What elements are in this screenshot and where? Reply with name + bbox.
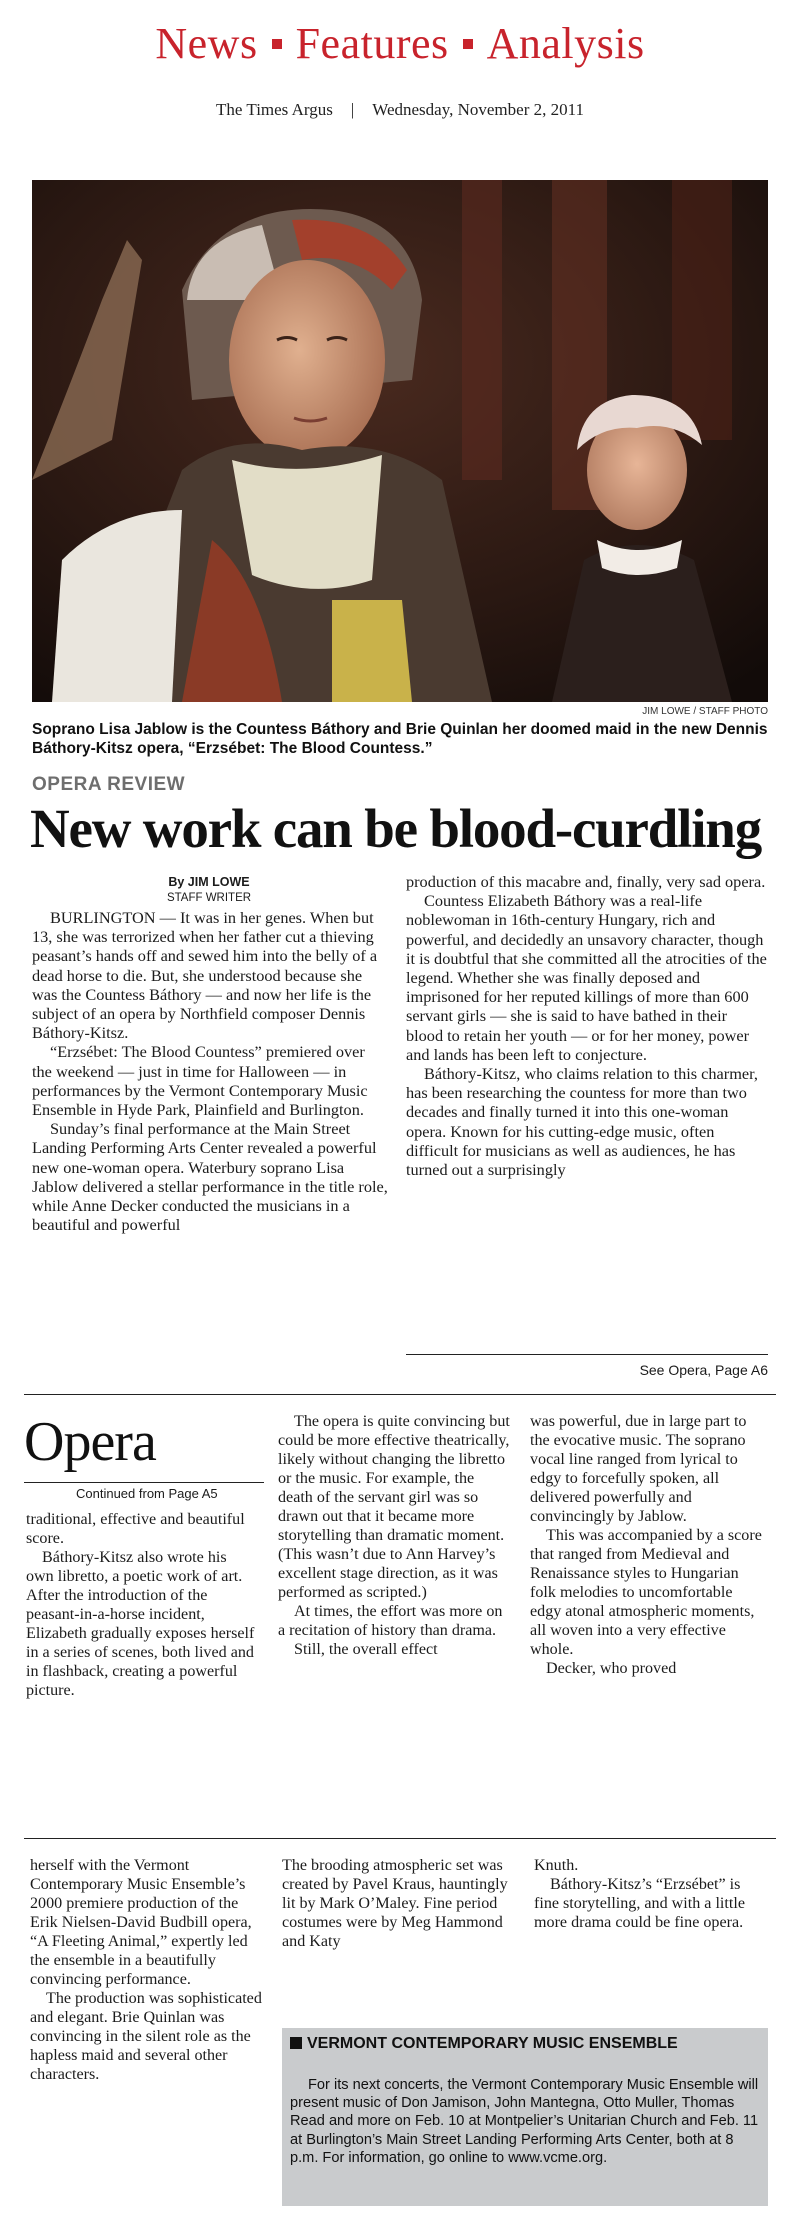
jump-rule	[406, 1354, 768, 1355]
continued-from: Continued from Page A5	[76, 1486, 218, 1501]
section-news: News	[155, 19, 258, 68]
section-features: Features	[295, 19, 449, 68]
byline-title: STAFF WRITER	[166, 892, 252, 904]
info-box-title-text: VERMONT CONTEMPORARY MUSIC ENSEMBLE	[307, 2035, 678, 2052]
jump-column-d	[30, 1856, 262, 2084]
jump-head-rule	[24, 1482, 264, 1483]
paragraph: The production was sophisticated and elegant. Brie Quinlan was convincing in the silent role as the hapless maid and several other characters.	[30, 1990, 262, 2083]
publication-date: Wednesday, November 2, 2011	[372, 100, 584, 119]
article-column-1	[32, 908, 388, 1234]
article-photo	[32, 180, 768, 702]
jump-column-f	[534, 1856, 766, 1932]
article-column-2	[406, 872, 768, 1179]
page-divider	[24, 1394, 776, 1395]
jump-column-c	[530, 1412, 766, 1678]
paragraph: was powerful, due in large part to the evocative music. The soprano vocal line ranged from lyrical to edgy to forcefully spoken, all delivered powerfully and convincingly by Jablow.	[530, 1413, 747, 1525]
paragraph: The brooding atmospheric set was created by Pavel Kraus, hauntingly lit by Mark O’Maley. Fine period costumes were by Meg Hammond and Katy	[282, 1857, 508, 1950]
jump-column-b	[278, 1412, 510, 1659]
square-bullet-icon	[290, 2037, 302, 2049]
section-divider	[24, 1838, 776, 1839]
stage-photo-illustration	[32, 180, 768, 702]
paragraph: “Erzsébet: The Blood Countess” premiered over the weekend — just in time for Halloween — in performances by the Vermont Contemporary Music Ensemble in Hyde Park, Plainfield and Burlington.	[32, 1042, 368, 1120]
paragraph: Knuth.	[534, 1857, 579, 1874]
section-analysis: Analysis	[486, 19, 645, 68]
paragraph: herself with the Vermont Contemporary Music Ensemble’s 2000 premiere production of the Erik Nielsen-David Budbill opera, “A Fleeting Animal,” expertly led the ensemble in a beautifully convincing performance.	[30, 1857, 252, 1988]
square-bullet-icon	[463, 39, 473, 49]
article-headline: New work can be blood-curdling	[30, 798, 761, 859]
article-kicker: OPERA REVIEW	[32, 774, 186, 795]
paragraph: This was accompanied by a score that ranged from Medieval and Renaissance styles to Hungarian folk melodies to uncomfortable edgy atonal atmospheric moments, all woven into a very effective whole.	[530, 1527, 762, 1658]
paragraph: Báthory-Kitsz’s “Erzsébet” is fine storytelling, and with a little more drama could be fine opera.	[534, 1876, 745, 1931]
paragraph: Sunday’s final performance at the Main Street Landing Performing Arts Center revealed a powerful new one-woman opera. Waterbury soprano Lisa Jablow delivered a stellar performance in the title role, while Anne Decker conducted the musicians in a beautiful and powerful	[32, 1119, 388, 1235]
square-bullet-icon	[272, 39, 282, 49]
masthead-sections	[0, 18, 800, 69]
byline: By JIM LOWE	[168, 875, 250, 889]
info-box-body: For its next concerts, the Vermont Contemporary Music Ensemble will present music of Don Jamison, John Mantegna, Otto Muller, Thomas Read and more on Feb. 10 at Montpelier’s Unitarian Church and Feb. 11 at Burlington’s Main Street Landing Performing Arts Center, both at 8 p.m. For information, go online to www.vcme.org.	[290, 2077, 759, 2166]
jump-column-e	[282, 1856, 514, 1951]
photo-caption: Soprano Lisa Jablow is the Countess Báthory and Brie Quinlan her doomed maid in the new Dennis Báthory-Kitsz opera, “Erzsébet: The Blood Countess.”	[32, 721, 768, 757]
info-box-title	[290, 2034, 760, 2054]
paragraph: traditional, effective and beautiful score.	[26, 1511, 245, 1547]
dateline	[0, 100, 800, 120]
divider: |	[350, 100, 355, 119]
paragraph: The opera is quite convincing but could be more effective theatrically, likely without changing the libretto or the music. For example, the death of the servant girl was so drawn out that it became more storytelling than dramatic moment. (This wasn’t due to Ann Harvey’s excellent stage direction, as it was performed as scripted.)	[278, 1413, 510, 1601]
paragraph: Báthory-Kitsz, who claims relation to this charmer, has been researching the countess for more than two decades and finally turned it into this one-woman opera. Known for his cutting-edge music, often difficult for musicians as well as audiences, he has turned out a surprisingly	[406, 1064, 758, 1180]
jump-column-a	[26, 1510, 258, 1700]
paragraph: Decker, who proved	[546, 1660, 677, 1677]
paragraph: Countess Elizabeth Báthory was a real-life noblewoman in 16th-century Hungary, rich and powerful, and decidedly an unsavory character, though it is doubtful that she committed all the atrocities of the legend. Whether she was finally deposed and imprisoned for her reputed killings of more than 600 servant girls — she is said to have bathed in their blood to retain her youth — or for her money, power and lands has been left to conjecture.	[406, 891, 767, 1064]
jump-link[interactable]: See Opera, Page A6	[639, 1362, 768, 1378]
photo-credit: JIM LOWE / STAFF PHOTO	[642, 706, 768, 717]
jump-headline: Opera	[24, 1411, 156, 1473]
paragraph: production of this macabre and, finally, very sad opera.	[406, 872, 766, 891]
paragraph: Báthory-Kitsz also wrote his own libretto, a poetic work of art. After the introduction of the peasant-in-a-horse incident, Elizabeth gradually exposes herself in a series of scenes, both lived and in flashback, creating a powerful picture.	[26, 1549, 255, 1699]
paper-name: The Times Argus	[216, 100, 333, 119]
paragraph: BURLINGTON — It was in her genes. When but 13, she was terrorized when her father cut a thieving peasant’s hands off and sewed him into the belly of a dead horse to die. But, she understood because she was the Countess Báthory — and now her life is the subject of an opera by Northfield composer Dennis Báthory-Kitsz.	[32, 908, 378, 1043]
paragraph: Still, the overall effect	[294, 1641, 438, 1658]
paragraph: At times, the effort was more on a recitation of history than drama.	[278, 1603, 503, 1639]
